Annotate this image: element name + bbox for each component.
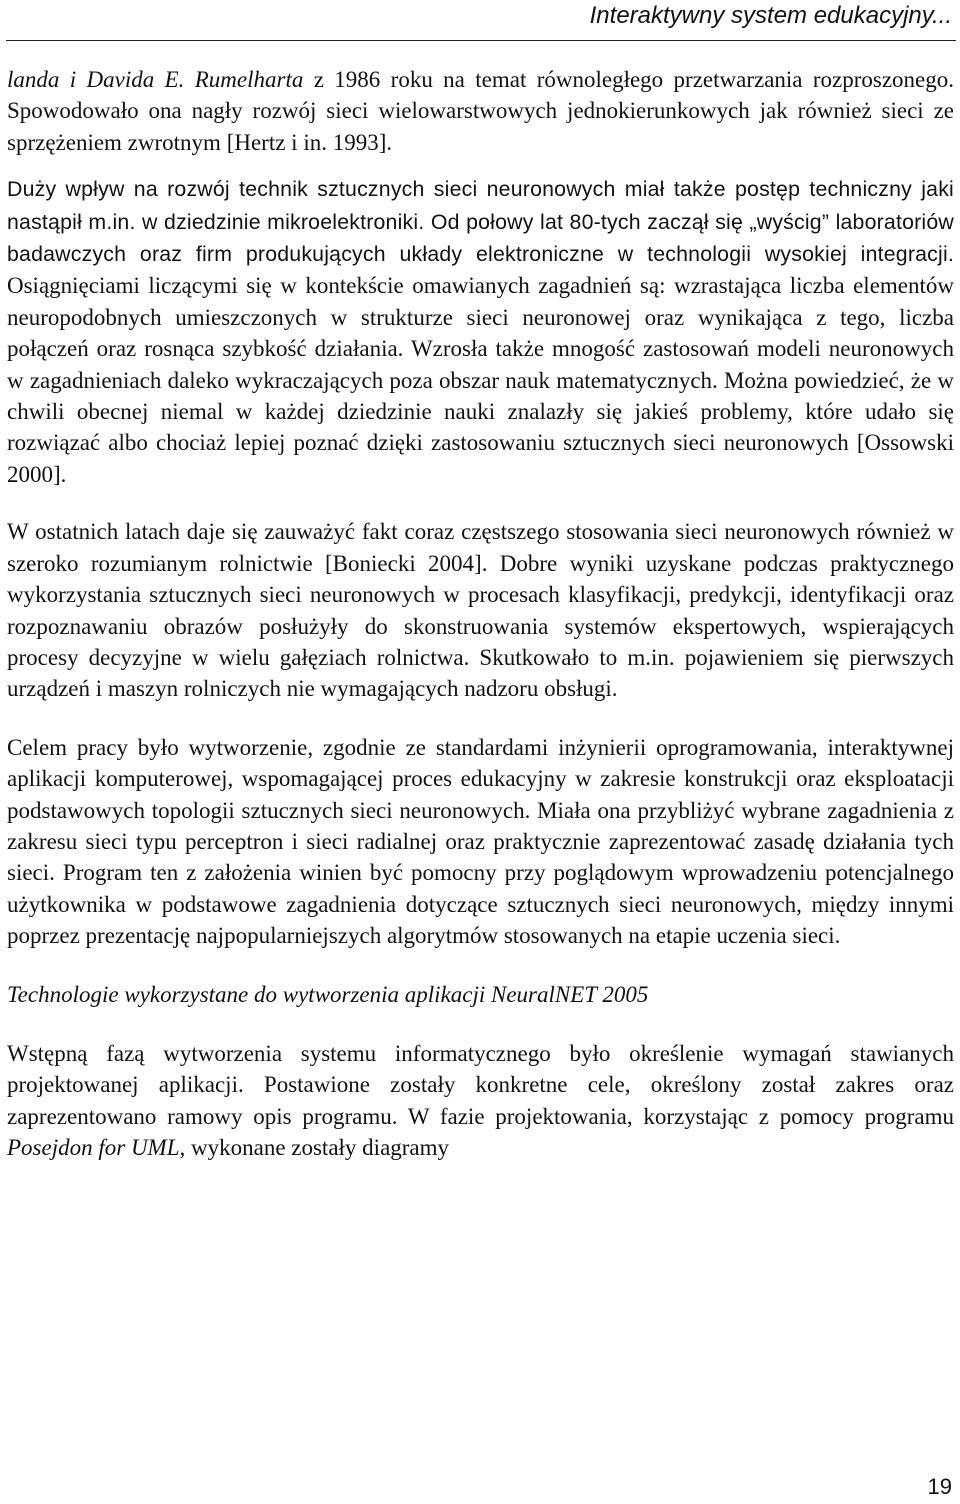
paragraph-5-text-b: wykonane zostały diagramy (185, 1135, 450, 1161)
page-body (7, 64, 954, 1164)
paragraph-1-italic-names: landa i Davida E. Rumelharta (7, 67, 304, 92)
paragraph-2 (7, 173, 954, 490)
paragraph-2-sans-text: Duży wpływ na rozwój technik sztucznych sieci neuronowych miał także postęp techniczny jaki nastąpił m.in. w dziedzinie mikroelektroniki. Od połowy lat 80-tych zaczął się „wyścig” laboratoriów badawczych oraz firm produkujących układy elektroniczne w technologii wysokiej integracji. (7, 177, 954, 267)
section-subheading: Technologie wykorzystane do wytworzenia aplikacji NeuralNET 2005 (7, 981, 649, 1007)
paragraph-5 (7, 1038, 954, 1164)
paragraph-2-text: Osiągnięciami liczącymi się w kontekście omawianych zagadnień są: wzrastająca liczba elementów neuropodobnych umieszczonych w strukturze sieci neuronowej oraz wynikająca z tego, liczba połączeń oraz rosnąca szybkość działania. Wzrosła także mnogość zastosowań modeli neuronowych w zagadnieniach daleko wykraczających poza obszar nauk matematycznych. Można powiedzieć, że w chwili obecnej niemal w każdej dziedzinie nauki znalazły się jakieś problemy, które udało się rozwiązać albo chociaż lepiej poznać dzięki zastosowaniu sztucznych sieci neuronowych [Ossowski 2000]. (7, 273, 954, 487)
running-header-title: Interaktywny system edukacyjny... (589, 2, 952, 29)
paragraph-3: W ostatnich latach daje się zauważyć fakt coraz częstszego stosowania sieci neuronowych również w szeroko rozumianym rolnictwie [Boniecki 2004]. Dobre wyniki uzyskane podczas praktycznego wykorzystania sztucznych sieci neuronowych w procesach klasyfikacji, predykcji, identyfikacji oraz rozpoznawaniu obrazów posłużyły do skonstruowania systemów ekspertowych, wspierających procesy decyzyjne w wielu gałęziach rolnictwa. Skutkowało to m.in. pojawieniem się pierwszych urządzeń i maszyn rolniczych nie wymagających nadzoru obsługi. (7, 519, 954, 702)
paragraph-1 (7, 64, 954, 158)
paragraph-4: Celem pracy było wytworzenie, zgodnie ze standardami inżynierii oprogramowania, interaktywnej aplikacji komputerowej, wspomagającej proces edukacyjny w zakresie konstrukcji oraz eksploatacji podstawowych topologii sztucznych sieci neuronowych. Miała ona przybliżyć wybrane zagadnienia z zakresu sieci typu perceptron i sieci radialnej oraz praktycznie zaprezentować zasadę działania tych sieci. Program ten z założenia winien być pomocny przy poglądowym wprowadzeniu potencjalnego użytkownika w podstawowe zagadnienia dotyczące sztucznych sieci neuronowych, między innymi poprzez prezentację najpopularniejszych algorytmów stosowanych na etapie uczenia sieci. (7, 734, 954, 949)
page-number: 19 (927, 1474, 952, 1499)
paragraph-1-text: z 1986 roku na temat równoległego przetwarzania rozproszonego. Spowodowało ona nagły rozwój sieci wielowarstwowych jednokierunkowych jak również sieci ze sprzężeniem zwrotnym [Hertz i in. 1993]. (7, 67, 955, 155)
paragraph-5-program-name: Posejdon for UML, (7, 1135, 186, 1161)
paragraph-5-text-a: Wstępną fazą wytworzenia systemu informatycznego było określenie wymagań stawianych projektowanej aplikacji. Postawione zostały konkretne cele, określony został zakres oraz zaprezentowano ramowy opis programu. W fazie projektowania, korzystając z pomocy programu (7, 1040, 954, 1129)
header-rule (6, 40, 956, 41)
